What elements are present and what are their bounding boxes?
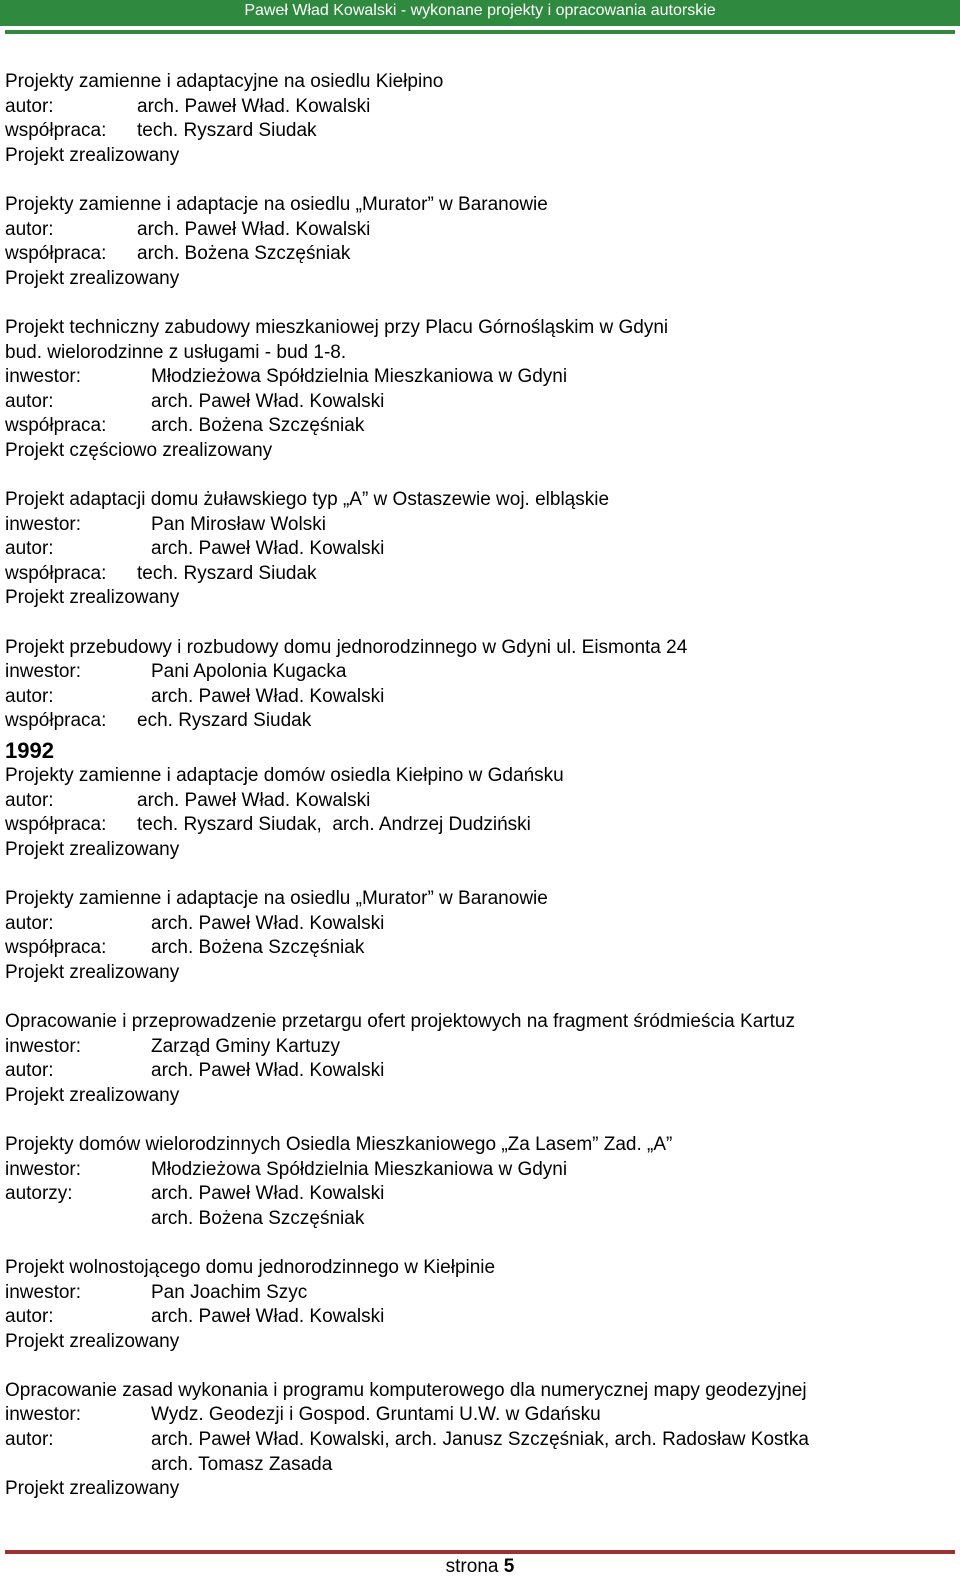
project-status: Projekt zrealizowany (5, 961, 180, 983)
project-entry (5, 316, 945, 464)
inwestor-label: inwestor: (5, 1158, 82, 1180)
project-title: Opracowanie zasad wykonania i programu komputerowego dla numerycznej mapy geodezyjnej (5, 1379, 807, 1401)
footer-divider (5, 1550, 955, 1554)
autor-value: arch. Paweł Wład. Kowalski (151, 685, 385, 707)
autor-value: arch. Paweł Wład. Kowalski (151, 1060, 385, 1082)
header-title: Paweł Wład Kowalski - wykonane projekty i opracowania autorskie (244, 2, 716, 19)
header-divider (5, 30, 955, 34)
wspolpraca-value: ech. Ryszard Siudak (137, 710, 312, 732)
wspolpraca-label: współpraca: (5, 710, 107, 732)
project-title: Projekt przebudowy i rozbudowy domu jednorodzinnego w Gdyni ul. Eismonta 24 (5, 636, 688, 658)
autor-value: arch. Paweł Wład. Kowalski (151, 912, 385, 934)
inwestor-value: Młodzieżowa Spółdzielnia Mieszkaniowa w Gdyni (151, 1158, 568, 1180)
autor-value-2: arch. Tomasz Zasada (151, 1453, 333, 1475)
project-status: Projekt zrealizowany (5, 838, 180, 860)
autor-label: autor: (5, 95, 54, 117)
wspolpraca-label: współpraca: (5, 937, 107, 959)
project-title: Projekt wolnostojącego domu jednorodzinnego w Kiełpinie (5, 1256, 496, 1278)
project-list (5, 70, 945, 1502)
project-entry (5, 1010, 945, 1108)
autorzy-label: autorzy: (5, 1183, 73, 1205)
project-title: Projekty domów wielorodzinnych Osiedla Mieszkaniowego „Za Lasem” Zad. „A” (5, 1133, 673, 1155)
wspolpraca-value: tech. Ryszard Siudak (137, 562, 317, 584)
project-title: Projekty zamienne i adaptacje na osiedlu „Murator” w Baranowie (5, 888, 548, 909)
project-entry (5, 764, 945, 862)
autor-label: autor: (5, 1306, 54, 1328)
project-status: Projekt zrealizowany (5, 1330, 180, 1352)
project-status: Projekt częściowo zrealizowany (5, 439, 273, 461)
autor-label: autor: (5, 218, 54, 240)
inwestor-label: inwestor: (5, 1404, 82, 1426)
autor-value: arch. Paweł Wład. Kowalski (151, 1183, 385, 1205)
inwestor-value: Pani Apolonia Kugacka (151, 661, 347, 683)
wspolpraca-label: współpraca: (5, 814, 107, 836)
inwestor-label: inwestor: (5, 513, 82, 535)
year-heading: 1992 (5, 738, 54, 764)
autor-value: arch. Paweł Wład. Kowalski (151, 1306, 385, 1328)
project-entry (5, 193, 945, 291)
project-entry (5, 1256, 945, 1354)
project-entry (5, 488, 945, 611)
wspolpraca-label: współpraca: (5, 415, 107, 437)
page-footer (0, 1556, 960, 1578)
project-status: Projekt zrealizowany (5, 144, 180, 166)
page-header (0, 0, 960, 26)
inwestor-label: inwestor: (5, 661, 82, 683)
wspolpraca-value: arch. Bożena Szczęśniak (151, 415, 365, 437)
autor-label: autor: (5, 685, 54, 707)
wspolpraca-label: współpraca: (5, 120, 107, 142)
project-entry (5, 1379, 945, 1502)
inwestor-label: inwestor: (5, 1035, 82, 1057)
autor-label: autor: (5, 789, 54, 811)
autor-label: autor: (5, 390, 54, 412)
inwestor-value: Wydz. Geodezji i Gospod. Gruntami U.W. w Gdańsku (151, 1404, 601, 1426)
page-number: 5 (503, 1556, 515, 1577)
project-entry (5, 636, 945, 734)
inwestor-value: Pan Joachim Szyc (151, 1281, 308, 1303)
project-title: Projekt techniczny zabudowy mieszkaniowej przy Placu Górnośląskim w Gdyni (5, 316, 669, 338)
autor-value: arch. Paweł Wład. Kowalski, arch. Janusz Szczęśniak, arch. Radosław Kostka (151, 1429, 809, 1451)
autor-value: arch. Paweł Wład. Kowalski (137, 218, 371, 240)
wspolpraca-value: tech. Ryszard Siudak, arch. Andrzej Dudziński (137, 814, 531, 836)
inwestor-value: Pan Mirosław Wolski (151, 513, 326, 535)
project-title: Opracowanie i przeprowadzenie przetargu ofert projektowych na fragment śródmieścia Kartuz (5, 1010, 795, 1032)
autor-value: arch. Paweł Wład. Kowalski (137, 95, 371, 117)
project-status: Projekt zrealizowany (5, 587, 180, 609)
project-entry (5, 1133, 945, 1231)
project-title: Projekty zamienne i adaptacje domów osiedla Kiełpino w Gdańsku (5, 765, 564, 787)
autor-value: arch. Paweł Wład. Kowalski (151, 538, 385, 560)
project-status: Projekt zrealizowany (5, 1478, 180, 1500)
autor-value: arch. Paweł Wład. Kowalski (137, 789, 371, 811)
project-entry (5, 887, 945, 985)
wspolpraca-label: współpraca: (5, 243, 107, 265)
wspolpraca-label: współpraca: (5, 562, 107, 584)
autor-label: autor: (5, 1429, 54, 1451)
wspolpraca-value: arch. Bożena Szczęśniak (137, 243, 351, 265)
project-status: Projekt zrealizowany (5, 1084, 180, 1106)
inwestor-label: inwestor: (5, 366, 82, 388)
project-subtitle: bud. wielorodzinne z usługami - bud 1-8. (5, 341, 347, 363)
wspolpraca-value: tech. Ryszard Siudak (137, 120, 317, 142)
project-entry (5, 70, 945, 168)
project-title: Projekty zamienne i adaptacyjne na osiedlu Kiełpino (5, 71, 444, 92)
inwestor-value: Młodzieżowa Spółdzielnia Mieszkaniowa w Gdyni (151, 366, 568, 388)
project-title: Projekty zamienne i adaptacje na osiedlu „Murator” w Baranowie (5, 193, 548, 215)
inwestor-value: Zarząd Gminy Kartuzy (151, 1035, 340, 1057)
autor-label: autor: (5, 1060, 54, 1082)
autor-label: autor: (5, 538, 54, 560)
page-label: strona (445, 1556, 499, 1577)
autor-value: arch. Paweł Wład. Kowalski (151, 390, 385, 412)
autor-label: autor: (5, 912, 54, 934)
wspolpraca-value: arch. Bożena Szczęśniak (151, 937, 365, 959)
autor-value-2: arch. Bożena Szczęśniak (151, 1207, 365, 1229)
project-title: Projekt adaptacji domu żuławskiego typ „A” w Ostaszewie woj. elbląskie (5, 489, 610, 511)
project-status: Projekt zrealizowany (5, 267, 180, 289)
inwestor-label: inwestor: (5, 1281, 82, 1303)
